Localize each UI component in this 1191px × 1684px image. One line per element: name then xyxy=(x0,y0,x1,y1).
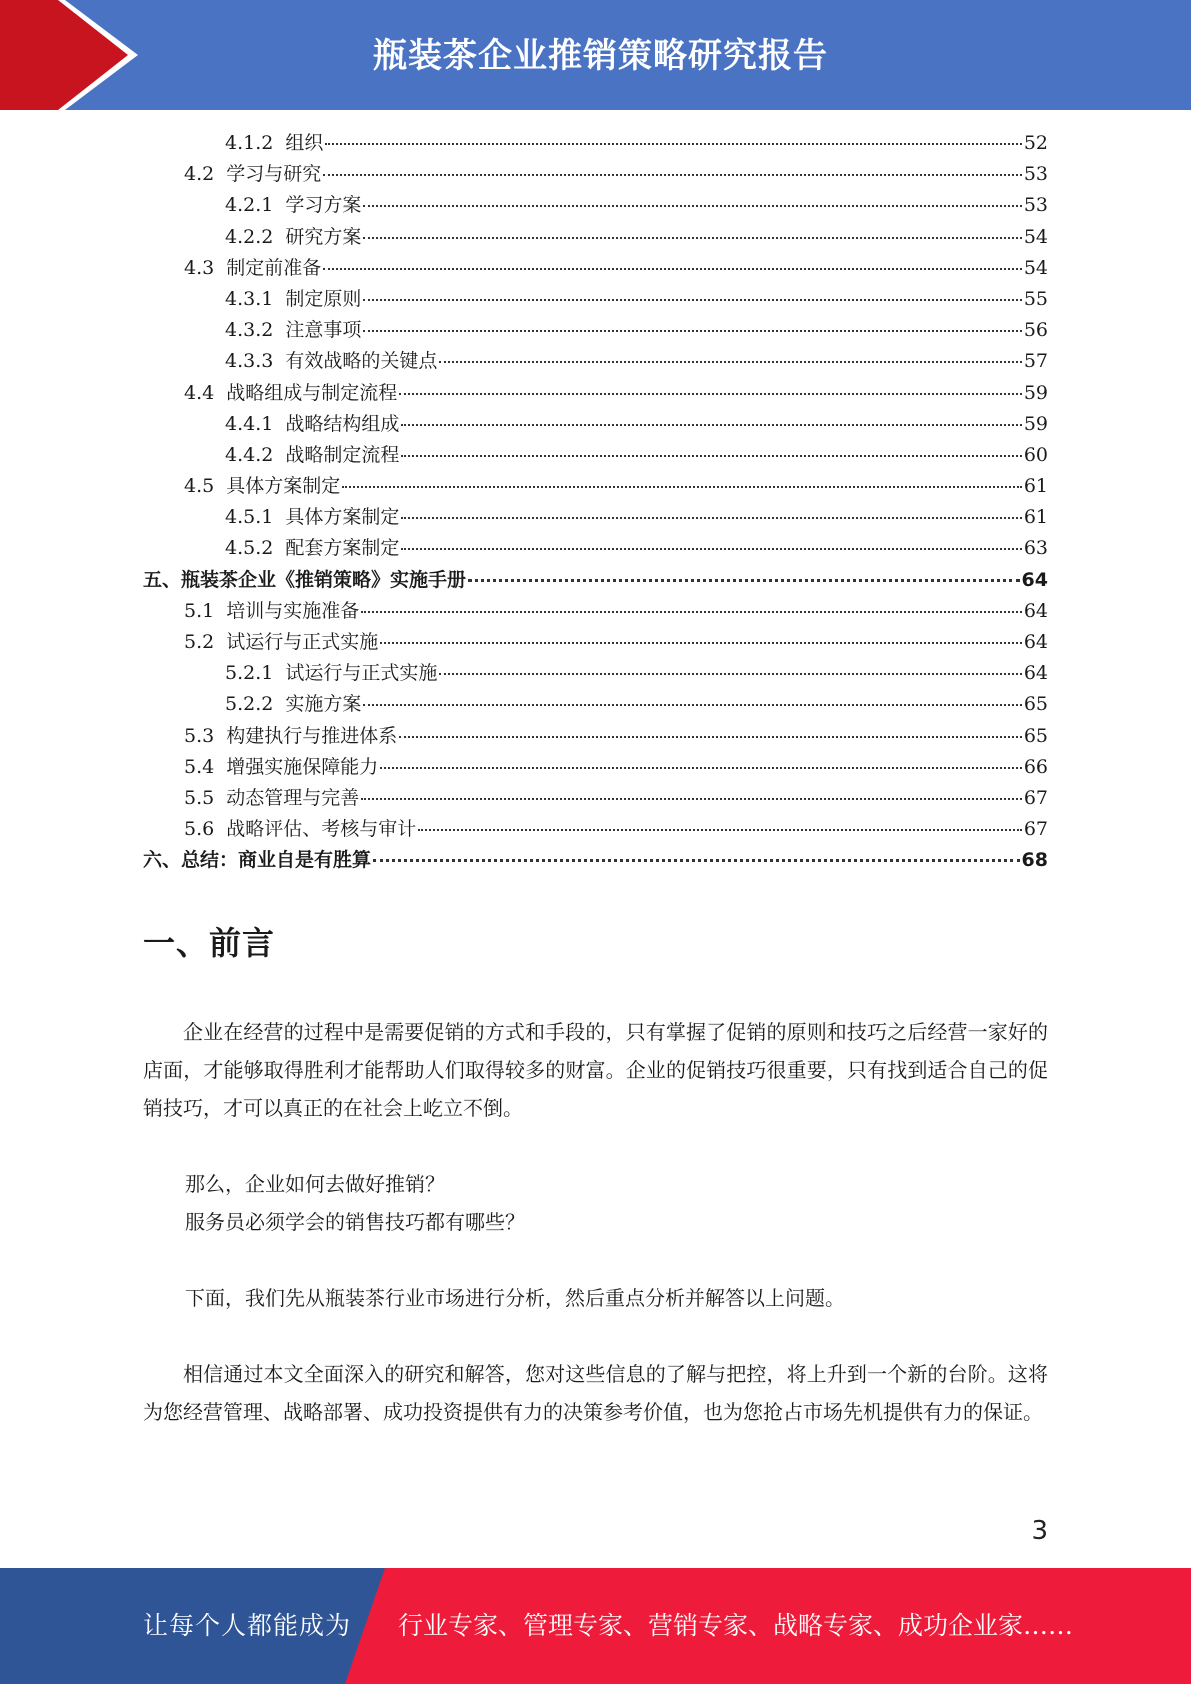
toc-entry-number: 5.4 xyxy=(184,755,215,778)
toc-entry-page: 64 xyxy=(1023,662,1048,685)
toc-entry-number: 5.2 xyxy=(184,631,215,653)
toc-dot-leader xyxy=(468,578,1020,582)
toc-entry-page: 67 xyxy=(1023,818,1048,841)
toc-entry-title: 注意事项 xyxy=(285,319,362,342)
toc-entry-number: 4.5.1 xyxy=(225,506,274,529)
toc-entry-title: 试运行与正式实施 xyxy=(285,662,438,685)
toc-entry[interactable] xyxy=(143,565,1048,596)
toc-entry-number: 4.2 xyxy=(184,163,215,186)
toc-dot-leader xyxy=(323,173,1022,176)
toc-entry-title: 战略评估、考核与审计 xyxy=(226,818,417,841)
toc-entry-page: 65 xyxy=(1023,693,1048,716)
toc-entry[interactable] xyxy=(143,627,1048,658)
toc-entry-number: 4.2.1 xyxy=(225,194,274,217)
question-line-1: 那么，企业如何去做好推销？ xyxy=(185,1172,445,1196)
closing-paragraph: 相信通过本文全面深入的研究和解答，您对这些信息的了解与把控，将上升到一个新的台阶。这将为您经营管理、战略部署、成功投资提供有力的决策参考价值，也为您抢占市场先机提供有力的保证。 xyxy=(143,1362,1048,1424)
toc-entry-page: 59 xyxy=(1023,412,1048,435)
toc-dot-leader xyxy=(363,703,1021,706)
toc-entry[interactable] xyxy=(143,253,1048,284)
toc-dot-leader xyxy=(401,547,1021,550)
section-heading: 一、前言 xyxy=(143,924,276,962)
toc-entry-title: 构建执行与推进体系 xyxy=(226,724,398,747)
toc-entry-number: 4.4.1 xyxy=(225,412,274,435)
toc-entry[interactable] xyxy=(143,658,1048,689)
toc-entry-title: 培训与实施准备 xyxy=(226,599,360,622)
toc-entry-title: 战略组成与制定流程 xyxy=(226,381,398,404)
toc-entry-title: 组织 xyxy=(285,132,324,154)
toc-entry-page: 60 xyxy=(1023,443,1048,466)
toc-dot-leader xyxy=(401,423,1021,426)
toc-entry-number: 4.3 xyxy=(184,256,215,279)
toc-entry-page: 66 xyxy=(1023,755,1048,778)
toc-entry[interactable] xyxy=(143,222,1048,253)
toc-dot-leader xyxy=(399,735,1022,738)
toc-dot-leader xyxy=(361,797,1022,800)
toc-dot-leader xyxy=(401,516,1021,519)
toc-entry-title: 配套方案制定 xyxy=(285,537,400,560)
toc-entry-number: 5.3 xyxy=(184,724,215,747)
toc-entry-number: 4.2.2 xyxy=(225,225,274,248)
toc-entry-title: 战略制定流程 xyxy=(285,443,400,466)
toc-dot-leader xyxy=(373,858,1020,862)
page-footer xyxy=(0,1568,1191,1684)
toc-dot-leader xyxy=(363,236,1021,239)
toc-dot-leader xyxy=(323,267,1022,270)
toc-entry-title: 试运行与正式实施 xyxy=(226,631,379,653)
page-number: 3 xyxy=(1031,1516,1048,1546)
toc-entry[interactable] xyxy=(143,783,1048,814)
toc-entry-title: 实施方案 xyxy=(285,693,362,716)
toc-entry-title: 具体方案制定 xyxy=(285,506,400,529)
table-of-contents xyxy=(143,128,1048,877)
toc-entry[interactable] xyxy=(143,346,1048,377)
toc-dot-leader xyxy=(439,672,1021,675)
toc-entry-page: 61 xyxy=(1023,506,1048,529)
toc-entry[interactable] xyxy=(143,471,1048,502)
toc-dot-leader xyxy=(361,610,1022,613)
toc-entry-title: 增强实施保障能力 xyxy=(226,755,379,778)
toc-entry-number: 5.2.2 xyxy=(225,693,274,716)
toc-entry-page: 64 xyxy=(1021,568,1048,591)
toc-dot-leader xyxy=(325,142,1021,145)
toc-dot-leader xyxy=(380,641,1022,644)
toc-entry[interactable] xyxy=(143,128,1048,159)
toc-entry-number: 5.6 xyxy=(184,818,215,841)
toc-entry-page: 63 xyxy=(1023,537,1048,560)
toc-entry-title: 学习方案 xyxy=(285,194,362,217)
toc-entry-number: 4.5 xyxy=(184,475,215,498)
toc-entry-page: 68 xyxy=(1021,849,1048,872)
toc-entry-number: 5.2.1 xyxy=(225,662,274,685)
toc-entry-title: 学习与研究 xyxy=(226,163,322,186)
toc-entry[interactable] xyxy=(143,533,1048,564)
toc-entry-number: 4.4.2 xyxy=(225,443,274,466)
document-title: 瓶装茶企业推销策略研究报告 xyxy=(373,36,828,76)
toc-dot-leader xyxy=(363,204,1021,207)
toc-entry[interactable] xyxy=(143,502,1048,533)
toc-entry-title: 瓶装茶企业《推销策略》实施手册 xyxy=(181,568,467,591)
toc-entry-title: 制定原则 xyxy=(285,287,362,310)
toc-dot-leader xyxy=(342,485,1022,488)
toc-entry[interactable] xyxy=(143,409,1048,440)
toc-entry[interactable] xyxy=(143,845,1048,876)
toc-entry-page: 56 xyxy=(1023,319,1048,342)
toc-dot-leader xyxy=(399,392,1022,395)
toc-entry-number: 4.3.1 xyxy=(225,287,274,310)
toc-dot-leader xyxy=(363,298,1021,301)
toc-entry-title: 具体方案制定 xyxy=(226,475,341,498)
next-step-line: 下面，我们先从瓶装茶行业市场进行分析，然后重点分析并解答以上问题。 xyxy=(185,1286,845,1310)
toc-entry-title: 研究方案 xyxy=(285,225,362,248)
toc-entry-page: 59 xyxy=(1023,381,1048,404)
toc-entry-page: 65 xyxy=(1023,724,1048,747)
question-line-2: 服务员必须学会的销售技巧都有哪些？ xyxy=(185,1210,525,1234)
footer-slogan-left: 让每个人都能成为 xyxy=(143,1611,352,1640)
toc-entry[interactable] xyxy=(143,752,1048,783)
toc-entry-page: 57 xyxy=(1023,350,1048,373)
toc-entry[interactable] xyxy=(143,689,1048,720)
toc-entry-number: 5.1 xyxy=(184,599,215,622)
footer-slogan-right: 行业专家、管理专家、营销专家、战略专家、成功企业家…… xyxy=(398,1611,1074,1640)
toc-entry[interactable] xyxy=(143,315,1048,346)
toc-dot-leader xyxy=(439,360,1021,363)
toc-entry[interactable] xyxy=(143,721,1048,752)
intro-paragraph: 企业在经营的过程中是需要促销的方式和手段的，只有掌握了促销的原则和技巧之后经营一家好的店面，才能够取得胜利才能帮助人们取得较多的财富。企业的促销技巧很重要，只有找到适合自己的促销技巧，才可以真正的在社会上屹立不倒。 xyxy=(143,1020,1048,1120)
toc-dot-leader xyxy=(363,329,1021,332)
toc-entry-page: 61 xyxy=(1023,475,1048,498)
toc-entry-page: 64 xyxy=(1023,631,1048,653)
toc-entry-page: 53 xyxy=(1023,194,1048,217)
toc-dot-leader xyxy=(418,828,1022,831)
toc-entry-title: 制定前准备 xyxy=(226,256,322,279)
toc-entry[interactable] xyxy=(143,284,1048,315)
toc-entry-page: 67 xyxy=(1023,786,1048,809)
toc-entry-number: 4.5.2 xyxy=(225,537,274,560)
toc-entry-title: 战略结构组成 xyxy=(285,412,400,435)
toc-entry-number: 五、 xyxy=(143,568,182,591)
toc-entry-page: 53 xyxy=(1023,163,1048,186)
toc-entry-number: 4.3.3 xyxy=(225,350,274,373)
toc-entry[interactable] xyxy=(143,190,1048,221)
toc-entry[interactable] xyxy=(143,440,1048,471)
toc-entry-page: 54 xyxy=(1023,225,1048,248)
toc-entry-page: 52 xyxy=(1023,132,1048,154)
toc-entry-page: 55 xyxy=(1023,287,1048,310)
toc-entry-title: 有效战略的关键点 xyxy=(285,350,438,373)
toc-entry-title: 总结：商业自是有胜算 xyxy=(181,849,372,872)
toc-entry[interactable] xyxy=(143,814,1048,845)
toc-entry-page: 54 xyxy=(1023,256,1048,279)
toc-entry-number: 4.1.2 xyxy=(225,132,274,154)
toc-entry-number: 4.4 xyxy=(184,381,215,404)
toc-dot-leader xyxy=(380,766,1022,769)
toc-entry[interactable] xyxy=(143,596,1048,627)
toc-entry-number: 六、 xyxy=(143,849,182,872)
toc-dot-leader xyxy=(401,454,1021,457)
toc-entry-page: 64 xyxy=(1023,599,1048,622)
toc-entry-number: 4.3.2 xyxy=(225,319,274,342)
toc-entry[interactable] xyxy=(143,159,1048,190)
toc-entry-number: 5.5 xyxy=(184,786,215,809)
page-header xyxy=(0,0,1191,110)
toc-entry-title: 动态管理与完善 xyxy=(226,786,360,809)
toc-entry[interactable] xyxy=(143,378,1048,409)
